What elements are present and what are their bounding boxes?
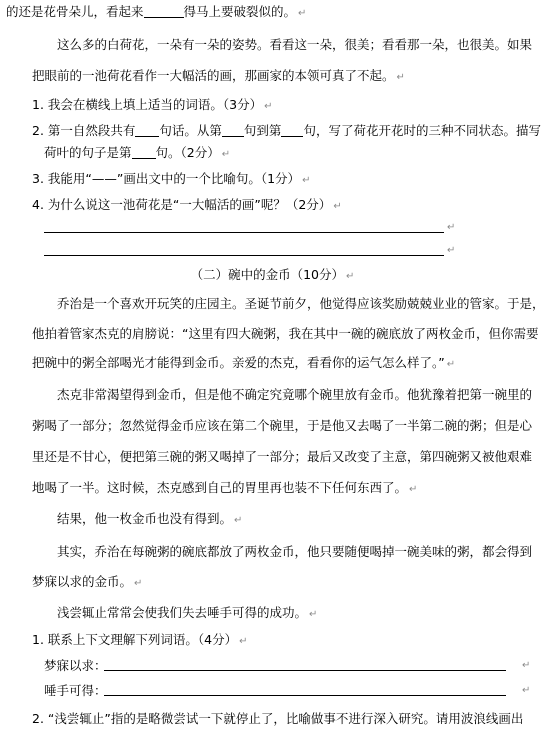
text-span: 2. 第一自然段共有 [32, 123, 136, 138]
text-span: 这么多的白荷花，一朵有一朵的姿势。看看这一朵，很美；看看那一朵，也很美。如果 [57, 37, 533, 52]
question-4 [32, 196, 342, 216]
section-title [0, 266, 545, 286]
paragraph-mark-icon: ↵ [447, 245, 456, 256]
question-1 [32, 631, 248, 651]
text-span: 其实，乔治在每碗粥的碗底都放了两枚金币，他只要随便喝掉一碗美味的粥，都会得到 [57, 544, 533, 559]
paragraph-mark-icon: ↵ [134, 578, 143, 589]
text-span: 粥喝了一部分；忽然觉得金币应该在第二个碗里，于是他又去喝了一半第二碗的粥；但是心 [32, 418, 533, 433]
term-label [44, 657, 107, 675]
text-span: 地喝了一半。这时候，杰克感到自己的胃里再也装不下任何东西了。 [32, 480, 408, 495]
text-span: 4. 为什么说这一池荷花是“一大幅活的画”呢？（2分） [32, 197, 332, 212]
answer-line[interactable] [44, 232, 444, 233]
text-span: 杰克非常渴望得到金币，但是他不确定究竟哪个碗里放有金币。他犹豫着把第一碗里的 [57, 387, 533, 402]
text-span: 把眼前的一池荷花看作一大幅活的画，那画家的本领可真了不起。 [32, 68, 395, 83]
fill-blank[interactable] [222, 124, 244, 137]
paragraph-mark-icon: ↵ [446, 359, 456, 370]
fill-blank[interactable] [281, 124, 303, 137]
paragraph-mark-icon: ↵ [298, 8, 307, 19]
passage-line [57, 36, 532, 54]
paragraph-mark-icon: ↵ [409, 484, 418, 495]
passage-line [32, 67, 405, 87]
text-span: （二）碗中的金币（10分） [190, 267, 345, 282]
text-span: 浅尝辄止常常会使我们失去唾手可得的成功。 [57, 605, 308, 620]
term-label [44, 682, 107, 700]
text-span: 他拍着管家杰克的肩膀说：“这里有四大碗粥，我在其中一碗的碗底放了两枚金币，但你需要 [32, 326, 539, 341]
text-span: 里还是不甘心，便把第三碗的粥又喝掉了一部分；最后又改变了主意，第四碗粥又被他艰难 [32, 449, 533, 464]
passage-line [32, 573, 142, 593]
paragraph-mark-icon: ↵ [346, 271, 355, 282]
paragraph-mark-icon: ↵ [309, 609, 318, 620]
fill-blank[interactable] [132, 146, 156, 159]
paragraph-mark-icon: ↵ [522, 660, 531, 671]
passage-line [32, 417, 532, 435]
text-span: 结果，他一枚金币也没有得到。 [57, 511, 233, 526]
question-1 [32, 96, 273, 116]
text-span: 的还是花骨朵儿，看起来 [6, 4, 144, 19]
question-2-cont [44, 144, 230, 164]
text-span: 2. “浅尝辄止”指的是略微尝试一下就停止了，比喻做事不进行深入研究。请用波浪线画出 [32, 711, 524, 726]
text-span: 梦寐以求的金币。 [32, 574, 133, 589]
paragraph-mark-icon: ↵ [234, 515, 243, 526]
question-2 [32, 122, 541, 140]
question-2 [32, 710, 523, 728]
paragraph-mark-icon: ↵ [333, 201, 342, 212]
passage-line [6, 3, 306, 23]
answer-line[interactable] [44, 255, 444, 256]
fill-blank[interactable] [144, 5, 184, 18]
passage-line [32, 325, 538, 343]
paragraph-mark-icon: ↵ [221, 149, 231, 160]
text-span: 荷叶的句子是第 [44, 145, 132, 160]
text-span: 3. 我能用“——”画出文中的一个比喻句。（1分） [32, 171, 301, 186]
question-3 [32, 170, 310, 190]
paragraph-mark-icon: ↵ [447, 222, 456, 233]
passage-line [32, 354, 455, 374]
text-span: 句到第 [243, 123, 282, 138]
passage-line [57, 510, 242, 530]
text-span: 句，写了荷花开花时的三种不同状态。描写 [303, 123, 541, 138]
answer-line[interactable] [104, 670, 506, 671]
answer-line[interactable] [104, 695, 506, 696]
paragraph-mark-icon: ↵ [264, 101, 273, 112]
text-span: 句话。从第 [159, 123, 222, 138]
text-span: 句。（2分） [155, 145, 220, 160]
text-span: 乔治是一个喜欢开玩笑的庄园主。圣诞节前夕，他觉得应该奖励兢兢业业的管家。于是， [57, 296, 545, 311]
text-span: 梦寐以求： [44, 658, 107, 673]
text-span: 唾手可得： [44, 683, 107, 698]
paragraph-mark-icon: ↵ [396, 72, 405, 83]
passage-line [57, 295, 545, 313]
paragraph-mark-icon: ↵ [522, 685, 531, 696]
fill-blank[interactable] [135, 124, 159, 137]
passage-line [57, 386, 532, 404]
paragraph-mark-icon: ↵ [302, 175, 311, 186]
paragraph-mark-icon: ↵ [239, 636, 248, 647]
text-span: 得马上要破裂似的。 [183, 4, 297, 19]
passage-line [57, 604, 317, 624]
text-span: 把碗中的粥全部喝光才能得到金币。亲爱的杰克，看看你的运气怎么样了。” [32, 355, 445, 370]
passage-line [32, 479, 417, 499]
passage-line [57, 543, 532, 561]
passage-line [32, 448, 532, 466]
text-span: 1. 我会在横线上填上适当的词语。（3分） [32, 97, 263, 112]
text-span: 1. 联系上下文理解下列词语。（4分） [32, 632, 238, 647]
